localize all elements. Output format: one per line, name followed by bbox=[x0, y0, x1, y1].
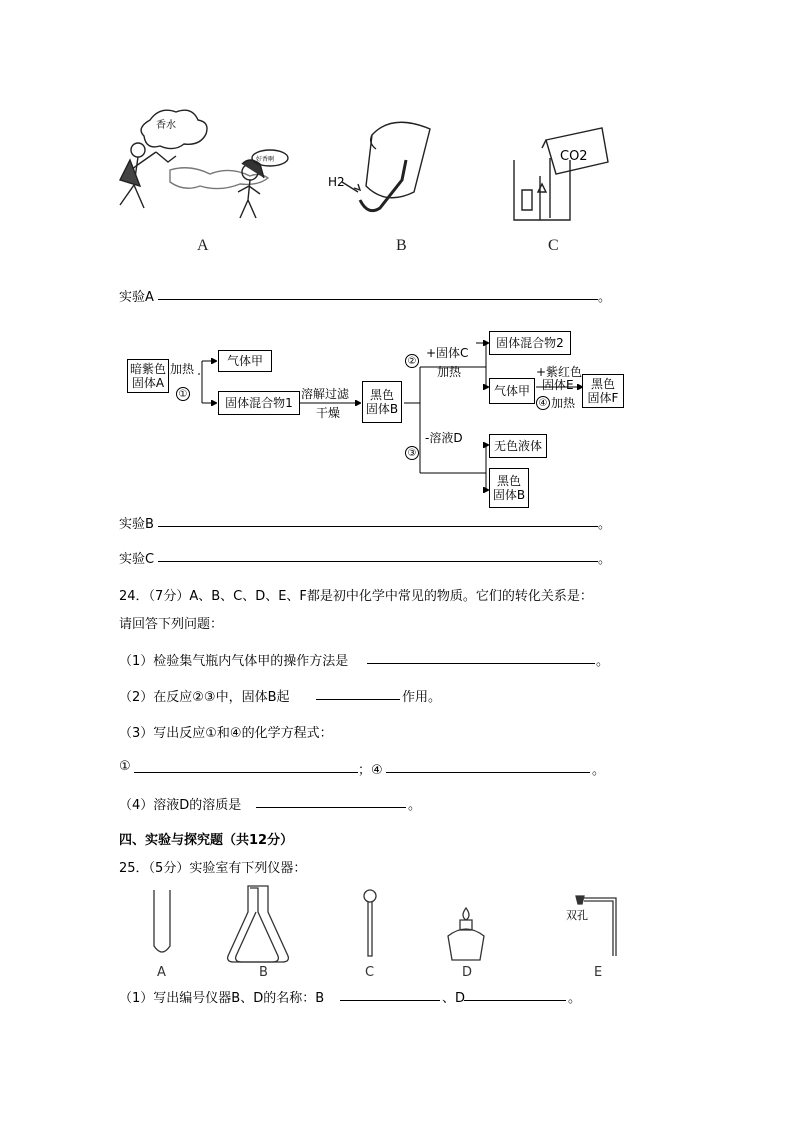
circle-1: ① bbox=[176, 387, 190, 401]
stopper-tube-icon bbox=[576, 896, 584, 904]
instrument-b-label: B bbox=[259, 965, 268, 980]
q24-part1: （1）检验集气瓶内气体甲的操作方法是 bbox=[119, 654, 349, 669]
instrument-e-label: E bbox=[594, 965, 603, 980]
q25-part1-mid: 、D bbox=[442, 991, 466, 1006]
label-dissolve: 溶解过滤 bbox=[301, 387, 350, 401]
label-add-solid-c: +固体C bbox=[426, 346, 469, 360]
q24-part4-answer-line[interactable] bbox=[256, 807, 406, 808]
box-black-f-line2: 固体F bbox=[587, 391, 619, 405]
co2-label: CO2 bbox=[560, 149, 588, 164]
experiment-b-answer-line[interactable] bbox=[158, 526, 598, 527]
experiment-b-label: 实验B bbox=[119, 517, 154, 532]
q24-ask: 请回答下列问题： bbox=[119, 617, 224, 632]
box-black-b2-line1: 黑色 bbox=[496, 474, 521, 488]
box-black-b2-line2: 固体B bbox=[492, 488, 526, 502]
lab-instruments bbox=[140, 884, 640, 974]
h2-label: H2 bbox=[328, 175, 345, 189]
speech-bubble-text: 好香啊 bbox=[256, 156, 275, 163]
q25-d-answer-line[interactable] bbox=[464, 1000, 566, 1001]
figure-a-caption: A bbox=[197, 237, 209, 254]
alcohol-lamp-icon bbox=[448, 929, 484, 960]
perfume-label: 香水 bbox=[156, 120, 176, 131]
experiment-c-answer-line[interactable] bbox=[158, 561, 598, 562]
box-start-line2: 固体A bbox=[131, 376, 165, 390]
label-solution-d: -溶液D bbox=[425, 431, 463, 445]
flow-box-gas-jia: 气体甲 bbox=[218, 350, 272, 372]
circle-4: ④ bbox=[536, 396, 550, 410]
q25-part1-end: 。 bbox=[568, 991, 582, 1006]
flow-box-mixture-2: 固体混合物2 bbox=[489, 331, 571, 355]
box-black-b-line1: 黑色 bbox=[369, 388, 394, 402]
dropper-icon bbox=[364, 890, 376, 902]
flow-box-colorless-liquid: 无色液体 bbox=[489, 434, 547, 458]
experiment-a-end: 。 bbox=[598, 290, 612, 305]
figure-b-caption: B bbox=[396, 237, 407, 254]
instrument-d-label: D bbox=[462, 965, 473, 980]
flow-box-black-f bbox=[582, 374, 624, 408]
q24-part3-end: 。 bbox=[592, 763, 606, 778]
flow-box-solid-a bbox=[127, 359, 169, 393]
figure-c-caption: C bbox=[548, 237, 559, 254]
flow-box-gas-jia-2: 气体甲 bbox=[489, 378, 535, 404]
box-black-f-line1: 黑色 bbox=[590, 377, 615, 391]
q25-part1: （1）写出编号仪器B、D的名称：B bbox=[119, 991, 325, 1006]
q24-part1-end: 。 bbox=[596, 654, 610, 669]
instrument-c-label: C bbox=[365, 965, 375, 980]
box-black-b-line2: 固体B bbox=[365, 402, 399, 416]
q24-part4-end: 。 bbox=[408, 798, 422, 813]
test-tube-icon bbox=[154, 890, 170, 952]
q25-intro: 25．（5分）实验室有下列仪器： bbox=[119, 861, 307, 876]
label-red-solid-line1: +紫红色 bbox=[536, 365, 583, 379]
box-start-line1: 暗紫色 bbox=[129, 362, 166, 376]
label-heat-2: 加热 bbox=[437, 365, 462, 379]
q24-part3-semicolon: ；④ bbox=[358, 763, 383, 778]
instrument-a-label: A bbox=[157, 965, 166, 980]
q24-part2-a: （2）在反应②③中，固体B起 bbox=[119, 690, 290, 705]
experiment-a-answer-line[interactable] bbox=[158, 299, 598, 300]
q24-part1-answer-line[interactable] bbox=[367, 663, 595, 664]
q24-equation-4-answer-line[interactable] bbox=[386, 772, 590, 773]
circle-2: ② bbox=[405, 354, 419, 368]
q24-intro: 24．（7分）A、B、C、D、E、F都是初中化学中常见的物质。它们的转化关系是： bbox=[119, 589, 593, 604]
experiment-a-label: 实验A bbox=[119, 290, 154, 305]
experiment-c-end: 。 bbox=[598, 552, 612, 567]
flow-box-black-b-2 bbox=[489, 468, 529, 508]
q24-part2-answer-line[interactable] bbox=[316, 699, 400, 700]
circle-3: ③ bbox=[405, 446, 419, 460]
q25-b-answer-line[interactable] bbox=[340, 1000, 440, 1001]
label-red-solid-line2: 固体E bbox=[542, 378, 574, 392]
figure-a-perfume-illustration bbox=[120, 110, 288, 218]
figure-b-hydrogen-cup bbox=[342, 122, 430, 210]
flow-box-mixture-1: 固体混合物1 bbox=[218, 391, 300, 415]
double-hole-label: 双孔 bbox=[566, 909, 588, 922]
q24-part3-eq1-label: ① bbox=[119, 759, 131, 774]
label-heat-4: 加热 bbox=[551, 396, 576, 410]
q24-part3: （3）写出反应①和④的化学方程式： bbox=[119, 726, 333, 741]
experiment-c-label: 实验C bbox=[119, 552, 155, 567]
figure-c-co2-beaker bbox=[514, 128, 608, 220]
label-dry: 干燥 bbox=[316, 406, 341, 420]
q24-equation-1-answer-line[interactable] bbox=[134, 772, 358, 773]
experiment-b-end: 。 bbox=[598, 517, 612, 532]
flow-box-black-b bbox=[362, 381, 402, 423]
section-4-title: 四、实验与探究题（共12分） bbox=[119, 833, 294, 848]
label-heat-1: 加热 bbox=[170, 362, 195, 376]
q24-part2-b: 作用。 bbox=[402, 690, 442, 705]
q24-part4: （4）溶液D的溶质是 bbox=[119, 798, 242, 813]
experiment-figures bbox=[110, 100, 640, 260]
